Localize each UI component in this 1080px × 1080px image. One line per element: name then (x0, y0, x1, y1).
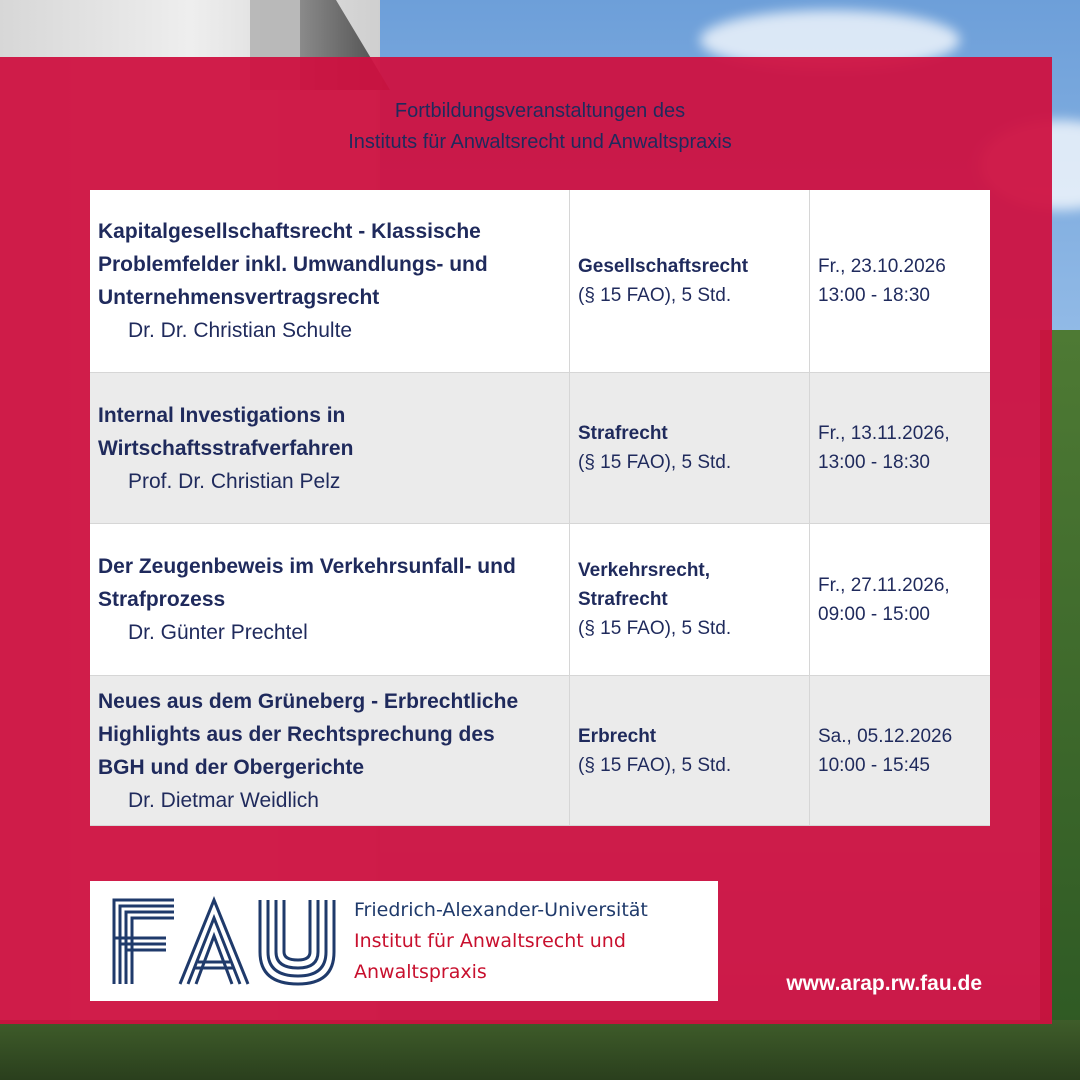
date-cell (810, 190, 990, 372)
course-date: Fr., 27.11.2026, (818, 574, 950, 596)
course-title-line: Wirtschaftsstrafverfahren (98, 436, 354, 460)
table-row (90, 190, 990, 373)
area-cell (570, 524, 810, 675)
course-hours: (§ 15 FAO), 5 Std. (578, 618, 732, 639)
course-title-line: Kapitalgesellschaftsrecht - Klassische (98, 220, 481, 243)
date-cell (810, 373, 990, 523)
area-cell (570, 373, 810, 523)
course-area: Verkehrsrecht, (578, 560, 711, 581)
fau-logo-mark (110, 896, 338, 986)
course-speaker: Dr. Dietmar Weidlich (128, 788, 319, 812)
course-hours: (§ 15 FAO), 5 Std. (578, 285, 732, 306)
course-table (90, 190, 990, 826)
course-cell (90, 190, 570, 372)
course-area: Gesellschaftsrecht (578, 256, 749, 277)
fau-logo-text: FAU (110, 896, 112, 897)
course-title-line: Neues aus dem Grüneberg - Erbrechtliche (98, 689, 519, 713)
course-speaker: Dr. Günter Prechtel (128, 621, 308, 644)
course-title-line: Internal Investigations in (98, 403, 346, 427)
course-time: 10:00 - 15:45 (818, 754, 930, 776)
course-area: Erbrecht (578, 725, 657, 747)
course-date: Fr., 13.11.2026, (818, 423, 950, 444)
course-cell (90, 373, 570, 523)
area-cell (570, 190, 810, 372)
course-time: 09:00 - 15:00 (818, 603, 930, 625)
course-title-line: Unternehmensvertragsrecht (98, 286, 380, 309)
course-hours: (§ 15 FAO), 5 Std. (578, 452, 732, 473)
page-heading (0, 96, 1080, 158)
website-url: www.arap.rw.fau.de (786, 972, 982, 995)
course-title-line: Problemfelder inkl. Umwandlungs- und (98, 253, 488, 276)
course-title-line: Der Zeugenbeweis im Verkehrsunfall- und (98, 555, 516, 578)
course-area: Strafrecht (578, 423, 668, 444)
course-date: Sa., 05.12.2026 (818, 725, 953, 747)
course-date: Fr., 23.10.2026 (818, 256, 946, 277)
course-title (98, 399, 561, 465)
table-row (90, 524, 990, 676)
course-area: Strafrecht (578, 589, 668, 610)
course-time: 13:00 - 18:30 (818, 452, 930, 473)
course-speaker: Prof. Dr. Christian Pelz (128, 469, 341, 493)
table-row (90, 676, 990, 826)
date-cell (810, 676, 990, 825)
course-time: 13:00 - 18:30 (818, 285, 930, 306)
course-cell (90, 676, 570, 825)
course-title (98, 550, 561, 616)
course-hours: (§ 15 FAO), 5 Std. (578, 754, 732, 776)
ground-bicycles (0, 1020, 1080, 1080)
table-row (90, 373, 990, 524)
heading-line-1: Fortbildungsveranstaltungen des (394, 100, 686, 122)
course-title-line: Highlights aus der Rechtsprechung des (98, 722, 495, 746)
course-title (98, 685, 561, 784)
date-cell (810, 524, 990, 675)
course-speaker: Dr. Dr. Christian Schulte (128, 319, 353, 342)
course-title-line: BGH und der Obergerichte (98, 755, 365, 779)
heading-line-2: Instituts für Anwaltsrecht und Anwaltspraxis (348, 131, 732, 153)
logo-text (354, 895, 648, 988)
area-cell (570, 676, 810, 825)
logo-institute-line-2: Anwaltspraxis (354, 960, 487, 983)
course-title-line: Strafprozess (98, 588, 226, 611)
course-cell (90, 524, 570, 675)
fau-logo (90, 881, 718, 1001)
logo-university: Friedrich-Alexander-Universität (354, 898, 648, 921)
logo-institute-line-1: Institut für Anwaltsrecht und (354, 929, 626, 952)
course-title (98, 215, 561, 314)
